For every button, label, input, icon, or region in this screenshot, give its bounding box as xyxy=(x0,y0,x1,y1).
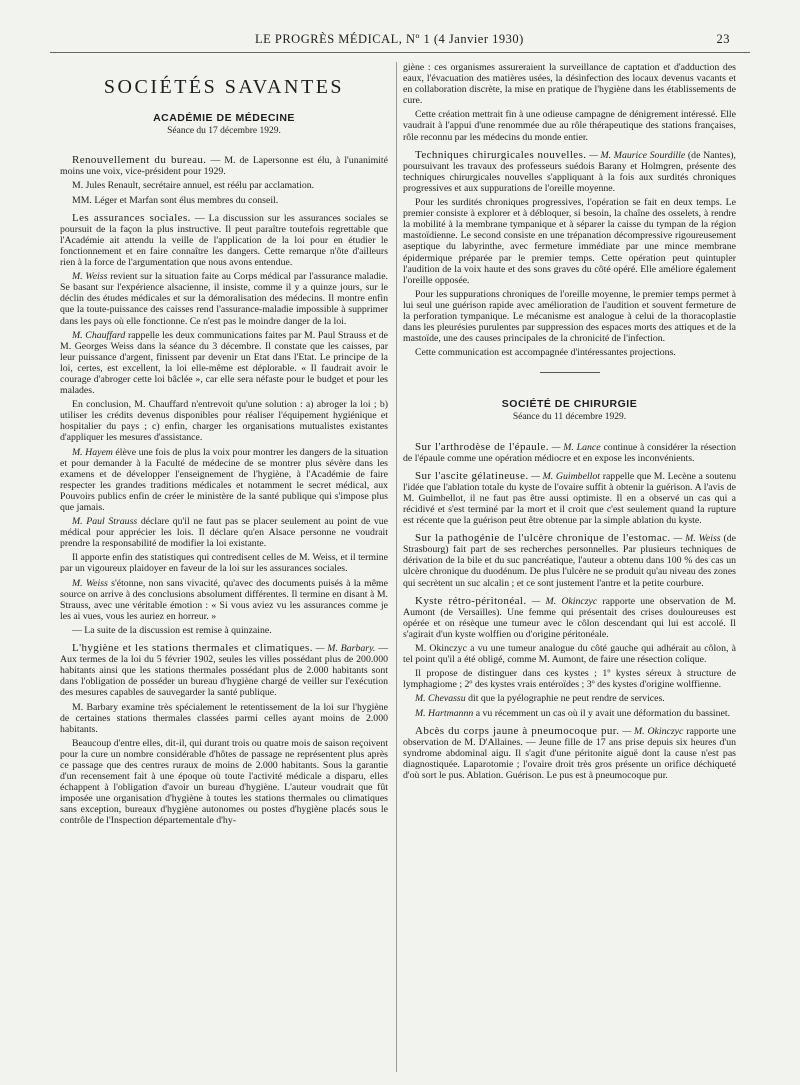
left-column xyxy=(60,62,388,830)
speaker-name: M. Hayem xyxy=(72,446,113,458)
section-separator xyxy=(540,372,600,373)
running-header xyxy=(50,30,750,53)
rubric: Sur la pathogénie de l'ulcère chronique de l'estomac. xyxy=(415,532,671,545)
paragraph: MM. Léger et Marfan sont élus membres du conseil. xyxy=(72,194,279,206)
column-rule xyxy=(396,62,397,1072)
rubric: Les assurances sociales. xyxy=(72,211,191,224)
paragraph: Pour les suppurations chroniques de l'oreille moyenne, le premier temps permet à lui seul une guérison rapide avec amélioration de l'audition et souvent fermeture de la perforation tympanique. Le mécanisme est analogue à celui de la thoracoplastie dans les pleurésies purulentes par suppression des espaces morts des attiques et de la mastoïde, une des causes principales de la chronicité de l'infection. xyxy=(403,288,736,345)
paragraph: Cette communication est accompagnée d'intéressantes projections. xyxy=(415,347,676,359)
paragraph: Il propose de distinguer dans ces kystes ; 1º kystes séreux à structure de lymphagiome ; 2º des kystes vrais entéroïdes ; 3º des kystes d'origine wolffienne. xyxy=(403,668,736,691)
speaker-name: — M. Guimbellot xyxy=(531,470,600,482)
speaker-name: M. Paul Strauss xyxy=(72,516,138,528)
paragraph: M. Weiss revient sur la situation faite au Corps médical par l'assurance maladie. Se basant sur l'expérience alsacienne, il insiste, comme il y a quinze jours, sur le déclin des études médicales et sur la démoralisation des médecins. Il montre enfin que la toute-puissance des caisses rend l'assurance-maladie impossible à supprimer dans les pays où elle fonctionne. Ce n'est pas le moindre danger de la loi. xyxy=(60,271,388,327)
paragraph: Kyste rétro-péritonéal. — M. Okinczyc rapporte une observation de M. Aumont (de Versailles). Une femme qui présentait des crises douloureuses est opérée et on résèque une tumeur avec le côlon descendant qui lui est accolé. Il s'agirait d'un kyste wolffien ou d'origine péritonéale. xyxy=(403,594,736,640)
paragraph: Sur la pathogénie de l'ulcère chronique de l'estomac. — M. Weiss (de Strasbourg) fait part de ses recherches personnelles. Par plusieurs techniques de dérivation de la bile et du suc pancréatique, l'auteur a obtenu dans 100 % des cas un ulcère chronique du duodénum. De plus l'ulcère ne se produit qu'au niveau des zones qui secrètent un suc alcalin ; et ce sont justement l'antre et la petite courbure. xyxy=(403,532,736,589)
paragraph: M. Paul Strauss déclare qu'il ne faut pas se placer seulement au point de vue médical pour apprécier les lois. Il déclare qu'en Alsace personne ne voudrait prendre la responsabilité de modifier la loi existante. xyxy=(60,516,388,550)
speaker-name: M. Weiss xyxy=(72,271,108,283)
paragraph: L'hygiène et les stations thermales et climatiques. — M. Barbary. — Aux termes de la loi du 5 février 1902, seules les villes possédant plus de 200.000 habitants ainsi que les stations thermales possédant plus de 2.000 habitants sont dans l'obligation de posséder un bureau d'hygiène chargé de veiller sur l'exécution des mesures capables de sauvegarder la santé publique. xyxy=(60,642,389,699)
paragraph: Renouvellement du bureau. — M. de Lapersonne est élu, à l'unanimité moins une voix, vice-président pour 1929. xyxy=(60,154,388,178)
paragraph: M. Hartmannn a vu récemment un cas où il y avait une déformation du bassinet. xyxy=(415,707,731,719)
paragraph: giène : ces organismes assureraient la surveillance de captation et d'adduction des eaux, l'évacuation des matières usées, la désinfection des locaux devenus vacants et en collaboration discrète, la mise en pratique de l'hygiène dans les établissements de cure. xyxy=(403,62,736,107)
speaker-name: — M. Maurice Sourdille xyxy=(589,149,686,161)
paragraph: M. Hayem élève une fois de plus la voix pour montrer les dangers de la situation et pour demander à la Faculté de médecine de se montrer plus sévère dans les examens et de développer l'enseignement de l'hygiène, à l'Académie de faire respecter les grandes traditions médicales et notamment le secret médical, aux Pouvoirs publics enfin de créer le ministère de la santé publique qui s'impose plus que jamais. xyxy=(60,446,388,513)
paragraph: En conclusion, M. Chauffard n'entrevoit qu'une solution : a) abroger la loi ; b) utiliser les crédits devenus disponibles pour réaliser l'équipement hygiénique et hospitalier du pays ; c) enfin, charger les organisations mutualistes existantes d'appliquer les mesures d'assistance. xyxy=(60,399,388,444)
speaker-name: — M. Lance xyxy=(551,441,601,453)
speaker-name: M. Hartmannn xyxy=(415,707,474,719)
academie-date: Séance du 17 décembre 1929. xyxy=(167,126,281,137)
speaker-name: — M. Barbary. xyxy=(315,643,376,655)
rubric: L'hygiène et les stations thermales et climatiques. xyxy=(72,642,313,655)
paragraph: Les assurances sociales. — La discussion sur les assurances sociales se poursuit de la façon la plus instructive. Il peut paraître toutefois regrettable que l'Académie ait attendu la veille de l'application de la loi pour en étudier le fonctionnement et en faire connaître les dangers. Cette remarque n'ôte d'ailleurs rien à la force de l'argumentation que nous avons entendue. xyxy=(60,211,388,269)
paragraph: M. Weiss s'étonne, non sans vivacité, qu'avec des documents puisés à la même source on arrive à des conclusions absolument différentes. Il termine en disant à M. Strauss, avec une véritable émotion : « Si vous aviez vu les assurances comme je les ai vues, vous les auriez en horreur. » xyxy=(60,577,389,622)
speaker-name: M. Chauffard xyxy=(72,329,126,341)
paragraph: Sur l'ascite gélatineuse. — M. Guimbellot rappelle que M. Lecène a soutenu l'idée que l'ablation totale du kyste de l'ovaire suffit à obtenir la guérison. A l'avis de M. Guimbellot, il ne faut pas être aussi optimiste. Il en a observé un cas qui a récidivé et s'est terminé par la mort et il croit que c'est seulement quand la rupture est récente que la guérison peut être obtenue par la simple ablation du kyste. xyxy=(403,469,737,527)
section-title: SOCIÉTÉS SAVANTES xyxy=(103,76,345,98)
paragraph: Cette création mettrait fin à une odieuse campagne de dénigrement intéressé. Elle vaudrait à l'appui d'une renommée due au rôle thérapeutique des stations françaises, rôle reconnu par les médecins du monde entier. xyxy=(403,109,736,143)
speaker-name: M. Weiss xyxy=(72,577,108,589)
paragraph: M. Barbary examine très spécialement le retentissement de la loi sur l'hygiène de certaines stations thermales classées parmi celles ayant moins de 2.000 habitants. xyxy=(60,701,388,735)
paragraph: Sur l'arthrodèse de l'épaule. — M. Lance continue à considérer la résection de l'épaule comme une opération médiocre et en expose les inconvénients. xyxy=(403,440,736,464)
rubric: Kyste rétro-péritonéal. xyxy=(415,594,527,607)
paragraph: M. Chauffard rappelle les deux communications faites par M. Paul Strauss et de M. Georges Weiss dans la séance du 3 décembre. Il constate que les caisses, par leur puissance d'argent, finissent par devenir un Etat dans l'Etat. Le principe de la loi, certes, est excellent, la loi elle-même est déplorable. « Il faudrait avoir le courage d'abroger cette loi bâclée », car elle sera néfaste pour le budget et pour les malades. xyxy=(60,329,389,397)
paragraph: M. Okinczyc a vu une tumeur analogue du côté gauche qui adhérait au côlon, à tel point qu'il a été obligé, comme M. Aumont, de faire une résection colique. xyxy=(403,643,736,666)
paragraph: Il apporte enfin des statistiques qui contredisent celles de M. Weiss, et il termine par un vigoureux plaidoyer en faveur de la loi sur les assurances sociales. xyxy=(60,552,388,575)
paragraph: — La suite de la discussion est remise à quinzaine. xyxy=(72,624,272,636)
paragraph: Abcès du corps jaune à pneumocoque pur. — M. Okinczyc rapporte une observation de M. D'Allaines. — Jeune fille de 17 ans prise depuis six heures d'un syndrome abdominal aigu. Il s'agit d'une péritonite aiguë dont la cause n'est pas diagnostiquée. Laparotomie ; l'ovaire droit très gros présente un orifice déchiqueté d'où sort le pus. Ablation. Guérison. Le pus est à pneumocoque pur. xyxy=(403,724,736,781)
paragraph: Beaucoup d'entre elles, dit-il, qui durant trois ou quatre mois de saison reçoivent pour la cure un nombre considérable d'hôtes de passage ne représentent plus après ce passage que des centres ruraux de moins de 2.000 habitants. Sous la garantie d'un recensement fait à une époque où toute l'activité médicale a disparu, elles échappent à l'obligation d'avoir un bureau d'hygiène. L'auteur voudrait que fût imposée une organisation d'hygiène à toutes les stations thermales ou climatiques sans exception, bureaux d'hygiène autonomes ou postes d'hygiène placés sous le contrôle de l'Inspection départementale d'hy- xyxy=(60,737,388,827)
speaker-name: — M. Weiss xyxy=(673,533,721,545)
chirurgie-heading: SOCIÉTÉ DE CHIRURGIE xyxy=(501,398,638,411)
rubric: Abcès du corps jaune à pneumocoque pur. xyxy=(415,724,620,737)
rubric: Renouvellement du bureau. xyxy=(72,154,207,167)
right-column xyxy=(403,62,736,784)
speaker-name: M. Chevassu xyxy=(415,693,466,705)
speaker-name: — M. Okinczyc xyxy=(622,725,684,737)
paragraph: Techniques chirurgicales nouvelles. — M. Maurice Sourdille (de Nantes), poursuivant les travaux des professeurs suédois Barany et Holmgren, présente des techniques chirurgicales nouvelles s'appliquant à la fois aux surdités chroniques progressives et aux suppurations de l'oreille moyenne. xyxy=(403,148,737,194)
chirurgie-date: Séance du 11 décembre 1929. xyxy=(512,412,627,423)
page-number: 23 xyxy=(716,32,730,46)
rubric: Sur l'arthrodèse de l'épaule. xyxy=(415,440,549,453)
paragraph: M. Chevassu dit que la pyélographie ne peut rendre de services. xyxy=(415,693,665,705)
rubric: Sur l'ascite gélatineuse. xyxy=(415,469,529,482)
paragraph: Pour les surdités chroniques progressives, l'opération se fait en deux temps. Le premier consiste à explorer et à débloquer, si besoin, la chaîne des osselets, à rendre la mobilité à la membrane tympanique et à séparer la caisse du tympan de la région mastoïdienne. Le second consiste en une trépanation décompressive rigoureusement aseptique du labyrinthe, avec fermeture immédiate par une mince membrane épidermique préparée par le premier temps. Cette opération peut quintupler l'audition de la voix haute et des sons graves du côté opéré. Elle améliore également l'oreille opposée. xyxy=(403,197,736,286)
rubric: Techniques chirurgicales nouvelles. xyxy=(415,148,587,161)
paragraph: M. Jules Renault, secrétaire annuel, est réélu par acclamation. xyxy=(72,180,315,192)
academie-heading: ACADÉMIE DE MÉDECINE xyxy=(153,112,295,125)
running-title: LE PROGRÈS MÉDICAL, Nº 1 (4 Janvier 1930) xyxy=(255,32,524,46)
speaker-name: — M. Okinczyc xyxy=(531,595,598,607)
